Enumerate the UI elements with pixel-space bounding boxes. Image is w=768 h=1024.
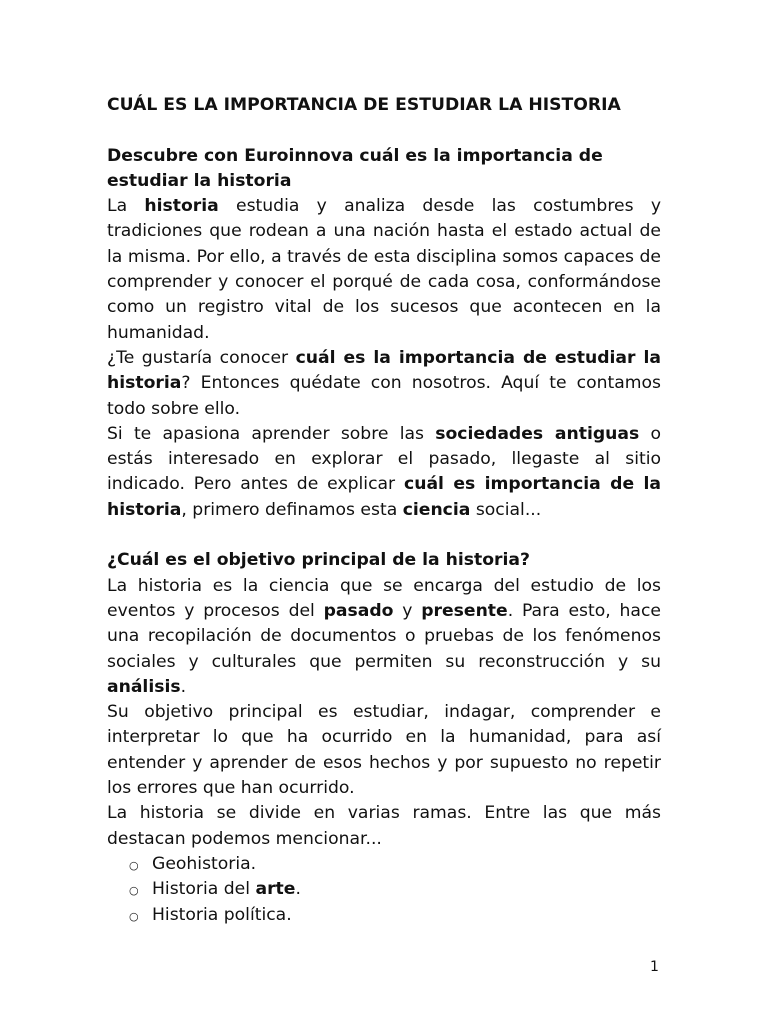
document-page	[107, 93, 661, 928]
paragraph-6: La historia se divide en varias ramas. Entre las que más destacan podemos mencionar...	[107, 803, 661, 849]
bold-text: arte	[255, 879, 296, 900]
text: , primero definamos esta	[181, 499, 403, 520]
document-subtitle: Descubre con Euroinnova cuál es la importancia de estudiar la historia	[107, 145, 603, 191]
list-item-text: Historia del	[152, 879, 256, 900]
bold-text: cuál es importancia de la historia	[107, 474, 661, 520]
text: ? Entonces quédate con nosotros. Aquí te contamos todo sobre ello.	[107, 373, 661, 419]
bold-text: ciencia	[402, 499, 471, 520]
text: y	[393, 600, 422, 621]
page-number: 1	[650, 959, 659, 975]
text: La historia es la ciencia que se encarga del estudio de los eventos y procesos del	[107, 575, 661, 621]
text: .	[180, 676, 187, 697]
branches-list	[107, 852, 661, 928]
list-item	[129, 903, 661, 928]
bold-text: presente	[421, 600, 508, 621]
text: La	[107, 196, 145, 217]
document-title: CUÁL ES LA IMPORTANCIA DE ESTUDIAR LA HISTORIA	[107, 95, 621, 115]
list-item-text: .	[295, 879, 301, 900]
list-item	[129, 852, 661, 877]
list-item-text: Geohistoria.	[152, 853, 257, 874]
bold-text: sociedades antiguas	[435, 423, 640, 444]
text: ¿Te gustaría conocer	[107, 347, 296, 368]
bold-text: análisis	[107, 676, 181, 697]
text: estudia y analiza desde las costumbres y tradiciones que rodean a una nación hasta el estado actual de la misma. Por ello, a través de esta disciplina somos capaces de comprender y conocer el porqué de cada cosa, conformándose como un registro vital de los sucesos que acontecen en la humanidad.	[107, 196, 661, 343]
paragraph-1	[107, 194, 661, 346]
circle-bullet-icon: ○	[129, 884, 139, 898]
list-item-text: Historia política.	[152, 904, 292, 925]
list-item	[129, 877, 661, 902]
paragraph-2	[107, 346, 661, 422]
text: . Para esto, hace una recopilación de documentos o pruebas de los fenómenos sociales y culturales que permiten su reconstrucción y su	[107, 600, 661, 672]
paragraph-4	[107, 574, 661, 700]
bold-text: cuál es la importancia de estudiar la historia	[107, 347, 661, 394]
text: o estás interesado en explorar el pasado, llegaste al sitio indicado. Pero antes de explicar	[107, 423, 661, 495]
bold-text: pasado	[323, 600, 394, 621]
circle-bullet-icon: ○	[129, 858, 139, 872]
paragraph-3	[107, 422, 661, 523]
circle-bullet-icon: ○	[129, 909, 139, 923]
text: social...	[470, 499, 542, 520]
bold-text: historia	[144, 196, 219, 217]
section-heading: ¿Cuál es el objetivo principal de la historia?	[107, 550, 530, 571]
text: Si te apasiona aprender sobre las	[107, 423, 436, 444]
paragraph-5: Su objetivo principal es estudiar, indagar, comprender e interpretar lo que ha ocurrido en la humanidad, para así entender y aprender de esos hechos y por supuesto no repetir los errores que han ocurrido.	[107, 702, 661, 799]
blank-line	[107, 523, 661, 548]
blank-line	[107, 118, 661, 143]
